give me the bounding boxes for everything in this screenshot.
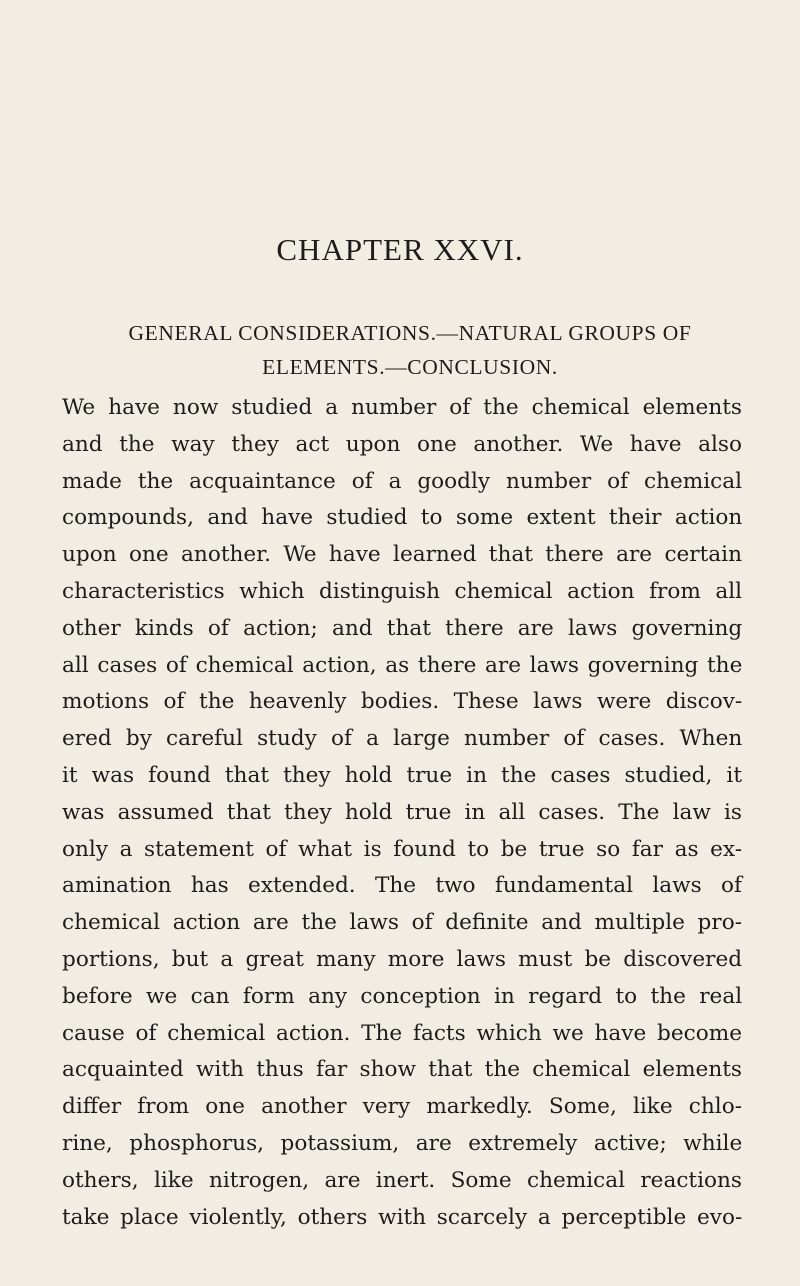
- text-line: chemical action are the laws of definite and multiple pro-: [62, 910, 742, 936]
- text-line: compounds, and have studied to some extent their action: [62, 505, 743, 531]
- text-line: motions of the heavenly bodies. These laws were discov-: [62, 689, 743, 715]
- text-line: it was found that they hold true in the cases studied, it: [62, 762, 742, 788]
- text-line: characteristics which distinguish chemical action from all: [62, 578, 743, 604]
- subtitle-line: ELEMENTS.—CONCLUSION.: [262, 355, 558, 379]
- text-line: differ from one another very markedly. Some, like chlo-: [62, 1094, 742, 1120]
- text-line: cause of chemical action. The facts which we have become: [62, 1020, 742, 1046]
- text-line: amination has extended. The two fundamental laws of: [62, 873, 742, 899]
- subtitle-line: GENERAL CONSIDERATIONS.—NATURAL GROUPS OF: [128, 321, 692, 345]
- text-line: rine, phosphorus, potassium, are extremely active; while: [62, 1130, 743, 1156]
- text-line: portions, but a great many more laws must be discovered: [62, 946, 743, 972]
- text-line: only a statement of what is found to be true so far as ex-: [62, 836, 742, 862]
- body-paragraph: [62, 390, 742, 1236]
- text-line: all cases of chemical action, as there are laws governing the: [62, 652, 743, 678]
- text-line: others, like nitrogen, are inert. Some chemical reactions: [62, 1167, 742, 1193]
- text-line: before we can form any conception in regard to the real: [62, 983, 743, 1009]
- text-line: take place violently, others with scarcely a perceptible evo-: [62, 1204, 743, 1230]
- text-line: other kinds of action; and that there are laws governing: [62, 615, 743, 641]
- text-line: We have now studied a number of the chemical elements: [62, 395, 743, 420]
- text-line: ered by careful study of a large number of cases. When: [62, 726, 743, 752]
- text-line: and the way they act upon one another. We have also: [62, 431, 742, 457]
- text-line: made the acquaintance of a goodly number of chemical: [62, 468, 742, 494]
- chapter-subtitle: [60, 316, 760, 384]
- text-line: acquainted with thus far show that the chemical elements: [62, 1057, 742, 1083]
- chapter-title: CHAPTER XXVI.: [276, 232, 524, 267]
- text-line: upon one another. We have learned that there are certain: [62, 542, 742, 568]
- text-line: was assumed that they hold true in all cases. The law is: [62, 799, 742, 825]
